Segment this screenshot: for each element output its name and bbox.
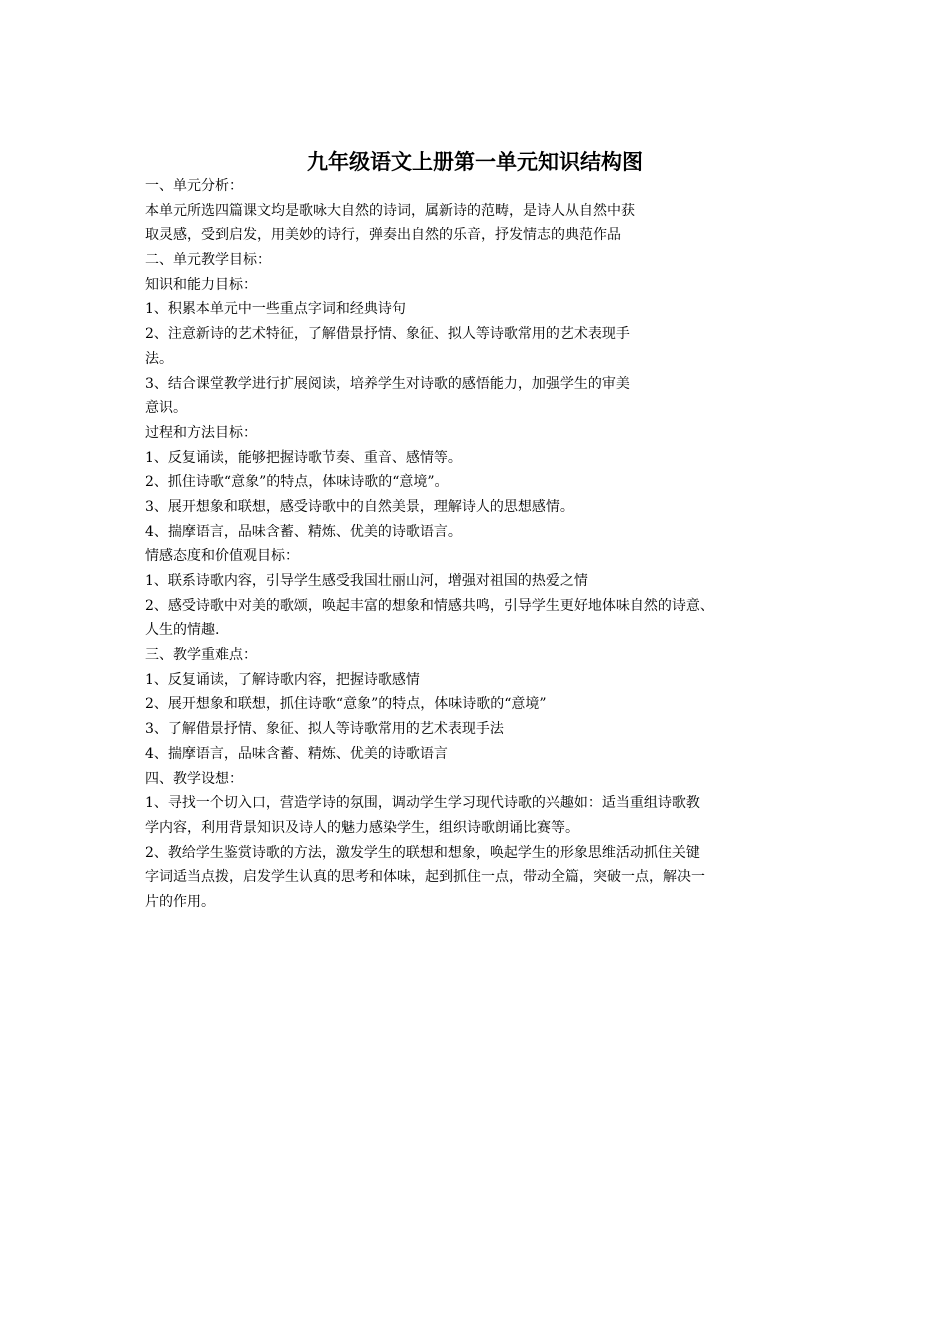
text-line: 1、寻找一个切入口，营造学诗的氛围，调动学生学习现代诗歌的兴趣如：适当重组诗歌教 (145, 795, 700, 812)
text-line: 1、反复诵读，了解诗歌内容，把握诗歌感情 (145, 671, 420, 688)
text-line: 2、展开想象和联想，抓住诗歌“意象”的特点，体味诗歌的“意境” (145, 696, 547, 713)
text-line: 人生的情趣. (145, 622, 220, 639)
text-line: 4、揣摩语言，品味含蓄、精炼、优美的诗歌语言 (145, 745, 448, 762)
text-line: 字词适当点拨，启发学生认真的思考和体味，起到抓住一点，带动全篇，突破一点，解决一 (145, 869, 705, 886)
text-line: 一、单元分析： (145, 178, 243, 194)
text-line: 2、抓住诗歌“意象”的特点，体味诗歌的“意境”。 (145, 474, 449, 491)
text-line: 2、注意新诗的艺术特征，了解借景抒情、象征、拟人等诗歌常用的艺术表现手 (145, 326, 630, 343)
text-line: 意识。 (145, 400, 187, 417)
text-line: 知识和能力目标： (145, 276, 257, 293)
text-line: 法。 (145, 350, 173, 367)
text-line: 情感态度和价值观目标： (145, 548, 299, 565)
text-line: 二、单元教学目标： (145, 252, 271, 269)
text-line: 三、教学重难点： (145, 647, 257, 664)
document-body (145, 174, 815, 915)
document-title: 九年级语文上册第一单元知识结构图 (307, 150, 643, 174)
text-line: 1、积累本单元中一些重点字词和经典诗句 (145, 301, 406, 318)
text-line: 片的作用。 (145, 893, 215, 910)
text-line: 1、联系诗歌内容，引导学生感受我国壮丽山河，增强对祖国的热爱之情 (145, 573, 588, 589)
text-line: 取灵感，受到启发，用美妙的诗行，弹奏出自然的乐音，抒发情志的典范作品 (145, 227, 621, 244)
text-line: 4、揣摩语言，品味含蓄、精炼、优美的诗歌语言。 (145, 523, 462, 540)
text-line: 本单元所选四篇课文均是歌咏大自然的诗词，属新诗的范畴，是诗人从自然中获 (145, 202, 635, 219)
text-line: 学内容，利用背景知识及诗人的魅力感染学生，组织诗歌朗诵比赛等。 (145, 819, 579, 836)
text-line: 3、展开想象和联想，感受诗歌中的自然美景，理解诗人的思想感情。 (145, 498, 574, 515)
text-line: 3、结合课堂教学进行扩展阅读，培养学生对诗歌的感悟能力，加强学生的审美 (145, 375, 630, 392)
text-line: 2、教给学生鉴赏诗歌的方法，激发学生的联想和想象，唤起学生的形象思维活动抓住关键 (145, 844, 700, 861)
text-line: 过程和方法目标： (145, 424, 257, 441)
text-line: 1、反复诵读，能够把握诗歌节奏、重音、感情等。 (145, 449, 462, 466)
text-line: 3、了解借景抒情、象征、拟人等诗歌常用的艺术表现手法 (145, 721, 504, 738)
text-line: 2、感受诗歌中对美的歌颂，唤起丰富的想象和情感共鸣，引导学生更好地体味自然的诗意、 (145, 597, 714, 614)
text-line: 四、教学设想： (145, 770, 243, 787)
